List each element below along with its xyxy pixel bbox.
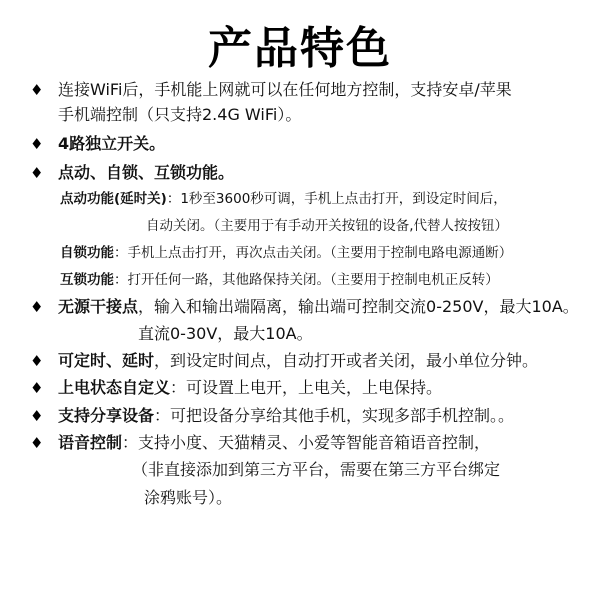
- diamond-bullet-icon: ♦: [30, 135, 44, 153]
- feature-wifi-line2: 手机端控制（只支持2.4G WiFi）。: [58, 105, 302, 124]
- sub-interlock-text: ：打开任何一路，其他路保持关闭。（主要用于控制电机正反转）: [114, 272, 499, 288]
- feature-modes: 点动、自锁、互锁功能。: [58, 163, 235, 182]
- feature-voice-cont: （非直接添加到第三方平台，需要在第三方平台绑定: [132, 460, 501, 479]
- feature-dry-contact-text: ，输入和输出端隔离，输出端可控制交流0-250V，最大10A。: [138, 297, 579, 316]
- feature-voice-text: ：支持小度、天猫精灵、小爱等智能音箱语音控制，: [122, 433, 491, 452]
- feature-share-text: ：可把设备分享给其他手机，实现多部手机控制。。: [154, 406, 515, 425]
- sub-interlock: [60, 269, 499, 291]
- feature-share: [58, 405, 514, 427]
- feature-timer-label: 可定时、延时: [58, 351, 155, 370]
- feature-power-on-state: [58, 377, 442, 399]
- feature-share-label: 支持分享设备: [58, 406, 155, 425]
- sub-self-lock-text: ：手机上点击打开，再次点击关闭。（主要用于控制电路电源通断）: [114, 245, 513, 261]
- feature-voice-cont2: 涂鸦账号）。: [144, 488, 233, 507]
- sub-self-lock-label: 自锁功能: [60, 245, 114, 261]
- feature-power-on-state-label: 上电状态自定义: [58, 378, 171, 397]
- feature-wifi-line1: 连接WiFi后，手机能上网就可以在任何地方控制，支持安卓/苹果: [58, 80, 512, 99]
- feature-timer: [58, 350, 538, 372]
- diamond-bullet-icon: ♦: [30, 352, 44, 370]
- diamond-bullet-icon: ♦: [30, 434, 44, 452]
- sub-inching: [60, 188, 507, 210]
- sub-self-lock: [60, 242, 512, 264]
- sub-interlock-label: 互锁功能: [60, 272, 114, 288]
- diamond-bullet-icon: ♦: [30, 379, 44, 397]
- sub-inching-cont: 自动关闭。（主要用于有手动开关按钮的设备,代替人按按钮）: [146, 218, 509, 234]
- feature-power-on-state-text: ：可设置上电开，上电关，上电保持。: [170, 378, 443, 397]
- sub-inching-text: ：1秒至3600秒可调，手机上点击打开，到设定时间后，: [166, 191, 507, 207]
- feature-four-channel: 4路独立开关。: [58, 134, 166, 153]
- feature-timer-text: ，到设定时间点，自动打开或者关闭，最小单位分钟。: [154, 351, 539, 370]
- feature-dry-contact-label: 无源干接点: [58, 297, 139, 316]
- diamond-bullet-icon: ♦: [30, 81, 44, 99]
- sub-inching-label: 点动功能(延时关): [60, 191, 167, 207]
- page-title: 产品特色: [208, 23, 392, 74]
- diamond-bullet-icon: ♦: [30, 298, 44, 316]
- feature-dry-contact-cont: 直流0-30V，最大10A。: [138, 324, 313, 343]
- diamond-bullet-icon: ♦: [30, 407, 44, 425]
- feature-voice-label: 语音控制: [58, 433, 123, 452]
- feature-dry-contact: [58, 296, 579, 318]
- feature-voice: [58, 432, 490, 454]
- diamond-bullet-icon: ♦: [30, 164, 44, 182]
